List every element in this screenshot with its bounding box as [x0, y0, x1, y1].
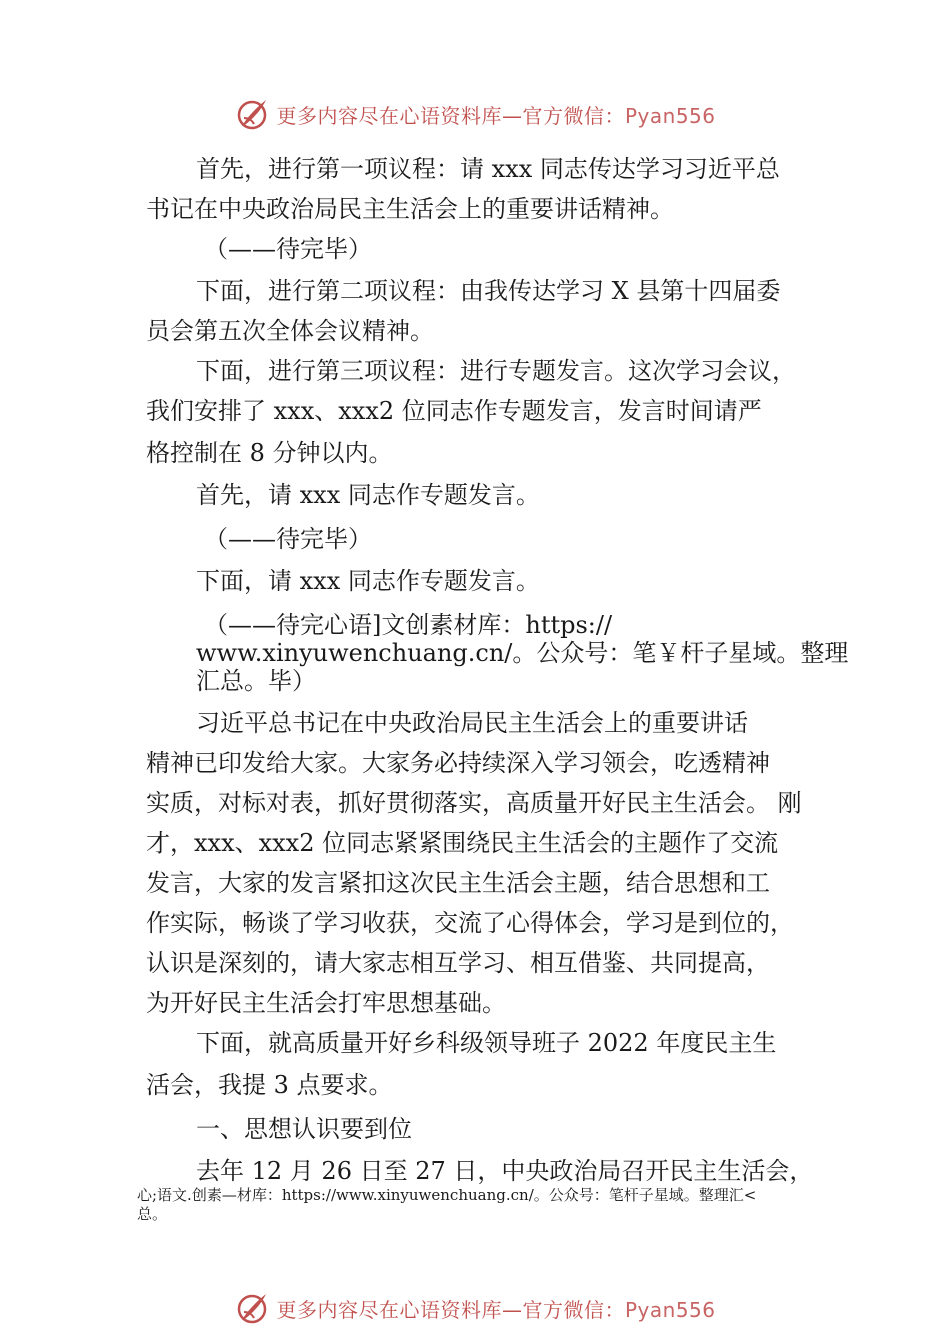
paragraph-line: 首先，进行第一项议程：请 xxx 同志传达学习习近平总: [196, 155, 780, 183]
paragraph-line: 汇总。毕）: [196, 667, 316, 695]
footer-line: 总。: [137, 1205, 168, 1223]
banner-account: Pyan556: [624, 1297, 716, 1322]
paragraph-line: 下面，请 xxx 同志作专题发言。: [196, 567, 540, 595]
paragraph-line: 下面，进行第二项议程：由我传达学习 X 县第十四届委: [196, 277, 781, 305]
paragraph-line: 认识是深刻的，请大家志相互学习、相互借鉴、共同提高，: [146, 949, 770, 977]
paragraph-line: www.xinyuwenchuang.cn/。公众号：笔￥杆子星域。整理: [196, 639, 849, 667]
paragraph-line: 首先，请 xxx 同志作专题发言。: [196, 481, 540, 509]
paragraph-line: 我们安排了 xxx、xxx2 位同志作专题发言，发言时间请严: [146, 397, 762, 425]
paragraph-line: 活会，我提 3 点要求。: [146, 1071, 393, 1099]
footer-watermark-banner: [0, 1286, 950, 1330]
paragraph-line: 发言，大家的发言紧扣这次民主生活会主题，结合思想和工: [146, 869, 770, 897]
paragraph-line: 格控制在 8 分钟以内。: [146, 439, 393, 467]
paragraph-line: 实质，对标对表，抓好贯彻落实，高质量开好民主生活会。 刚: [146, 789, 802, 817]
paragraph-line: 习近平总书记在中央政治局民主生活会上的重要讲话: [196, 709, 748, 737]
quill-logo-icon: [234, 1290, 270, 1326]
banner-text: 更多内容尽在心语资料库—官方微信：Pyan556: [276, 1297, 716, 1322]
section-heading: 一、思想认识要到位: [196, 1115, 412, 1143]
paragraph-line: （——待完毕）: [204, 525, 372, 553]
paragraph-line: 作实际，畅谈了学习收获，交流了心得体会，学习是到位的，: [146, 909, 794, 937]
paragraph-line: 书记在中央政治局民主生活会上的重要讲话精神。: [146, 195, 674, 223]
paragraph-line: 下面，就高质量开好乡科级领导班子 2022 年度民主生: [196, 1029, 777, 1057]
paragraph-line: 下面，进行第三项议程：进行专题发言。这次学习会议，: [196, 357, 796, 385]
banner-account: Pyan556: [624, 103, 716, 128]
page-footer-note: [137, 1186, 837, 1224]
banner-text: 更多内容尽在心语资料库—官方微信：Pyan556: [276, 103, 716, 128]
paragraph-line: （——待完心语]文创素材库：https://: [204, 611, 613, 639]
paragraph-line: （——待完毕）: [204, 235, 372, 263]
paragraph-line: 去年 12 月 26 日至 27 日，中央政治局召开民主生活会，: [196, 1157, 814, 1185]
paragraph-line: 才，xxx、xxx2 位同志紧紧围绕民主生活会的主题作了交流: [146, 829, 779, 857]
paragraph-line: 为开好民主生活会打牢思想基础。: [146, 989, 506, 1017]
paragraph-line: 精神已印发给大家。大家务必持续深入学习领会，吃透精神: [146, 749, 770, 777]
paragraph-line: 员会第五次全体会议精神。: [146, 317, 434, 345]
footer-line: 心;语文.创素—材库：https://www.xinyuwenchuang.cn/。公众号：笔杆子星域。整理汇<: [137, 1186, 757, 1204]
